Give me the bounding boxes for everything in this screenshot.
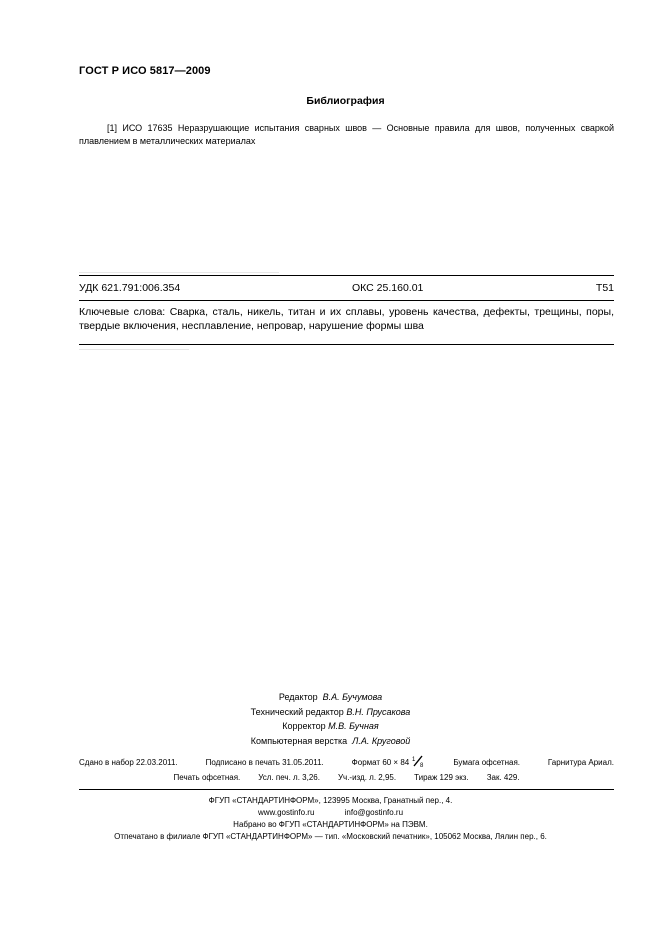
bibliography-entry-text: [1] ИСО 17635 Неразрушающие испытания сварных швов — Основные правила для швов, полученных сваркой плавлением в металлических материалах	[79, 123, 614, 146]
footer-email: info@gostinfo.ru	[344, 808, 404, 817]
format-fraction	[411, 757, 425, 767]
svg-text:1: 1	[412, 757, 416, 763]
group-code: Т51	[595, 282, 614, 294]
credit-layout: Компьютерная верстка Л.А. Круговой	[250, 735, 411, 746]
scan-artifact	[79, 272, 279, 273]
top-rule	[79, 275, 614, 276]
oks-code: ОКС 25.160.01	[352, 282, 424, 294]
udk-code: УДК 621.791:006.354	[79, 282, 181, 294]
bottom-rule	[79, 344, 614, 345]
publication-info	[79, 755, 614, 785]
publication-line-2: Печать офсетная. Усл. печ. л. 3,26. Уч.-изд. л. 2,95. Тираж 129 экз. Зак. 429.	[173, 773, 520, 782]
credit-tech-editor: Технический редактор В.Н. Прусакова	[250, 706, 411, 717]
footer-typeset: Набрано во ФГУП «СТАНДАРТИНФОРМ» на ПЭВМ.	[233, 820, 428, 829]
footer-org: ФГУП «СТАНДАРТИНФОРМ», 123995 Москва, Гранатный пер., 4.	[208, 796, 453, 805]
footer-website: www.gostinfo.ru	[257, 808, 315, 817]
footer-rule	[79, 789, 614, 790]
credit-editor: Редактор В.А. Бучумова	[278, 692, 383, 702]
scan-artifact	[79, 349, 189, 350]
footer	[0, 795, 661, 843]
svg-text:8: 8	[420, 763, 424, 767]
keywords: Ключевые слова: Сварка, сталь, никель, титан и их сплавы, уровень качества, дефекты, трещины, поры, твердые включения, несплавление, непровар, нарушение формы шва	[79, 306, 614, 332]
fraction-slash-icon	[411, 755, 425, 767]
credits-block	[0, 690, 661, 748]
bibliography-title: Библиография	[306, 95, 385, 107]
middle-rule	[79, 300, 614, 301]
publication-line-1: Сдано в набор 22.03.2011. Подписано в печать 31.05.2011. Формат 60 × 84 1 8 Бумага офсетная. Гарнитура Ариал.	[79, 755, 614, 770]
format: Формат 60 × 84 1 8	[351, 757, 424, 767]
classification-row	[79, 282, 614, 296]
document-code: ГОСТ Р ИСО 5817—2009	[79, 65, 211, 77]
footer-contacts	[0, 807, 661, 819]
credit-corrector: Корректор М.В. Бучная	[282, 721, 379, 731]
footer-printed: Отпечатано в филиале ФГУП «СТАНДАРТИНФОРМ» — тип. «Московский печатник», 105062 Москва, Лялин пер., 6.	[114, 832, 547, 841]
bibliography-entry	[79, 122, 614, 148]
